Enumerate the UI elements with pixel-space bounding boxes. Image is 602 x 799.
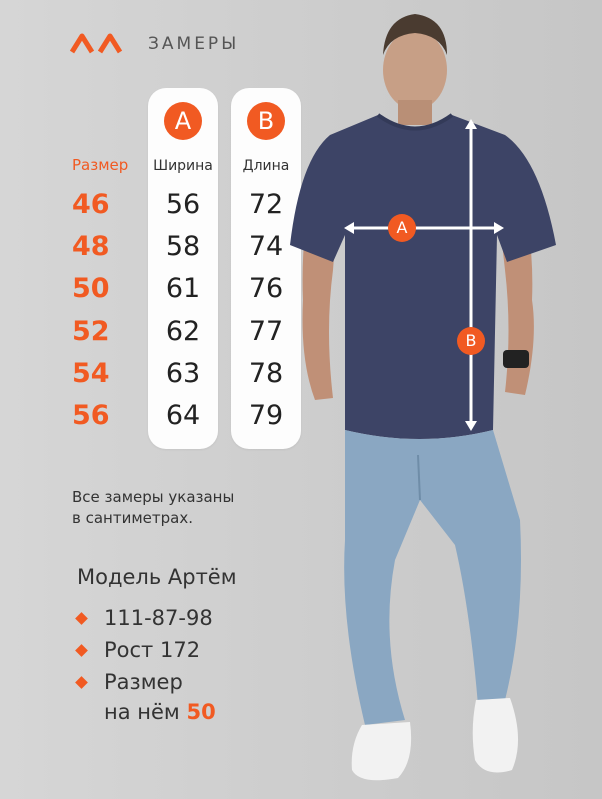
measurement-note [72, 487, 234, 529]
model-photo [290, 0, 602, 799]
diamond-bullet-icon [75, 644, 88, 657]
model-size-item [77, 667, 216, 727]
length-value: 77 [248, 315, 284, 347]
badge-a: A [164, 102, 202, 140]
size-value: 48 [72, 231, 110, 263]
model-params: 111-87-98 [104, 606, 213, 630]
width-value: 63 [165, 357, 201, 389]
marker-b: B [457, 327, 485, 355]
length-value: 76 [248, 273, 284, 305]
brand-logo-icon [70, 32, 126, 54]
page-title: ЗАМЕРЫ [148, 34, 240, 54]
model-params-item [77, 603, 213, 633]
model-height: Рост 172 [104, 638, 201, 662]
model-size-on-him: на нём [104, 700, 180, 724]
width-card [148, 88, 218, 449]
badge-b: B [247, 102, 285, 140]
width-value: 64 [165, 399, 201, 431]
width-value: 62 [165, 315, 201, 347]
note-line: Все замеры указаны [72, 488, 235, 506]
model-title: Модель Артём [77, 565, 237, 589]
width-value: 58 [165, 231, 201, 263]
model-size-label: Размер [104, 670, 183, 694]
size-value: 54 [72, 357, 110, 389]
width-value: 56 [165, 189, 201, 220]
size-value: 50 [72, 273, 110, 305]
length-value: 74 [248, 231, 284, 263]
model-size-line [104, 697, 216, 727]
width-value: 61 [165, 273, 201, 305]
length-value: 79 [248, 399, 284, 431]
length-value: 78 [248, 357, 284, 389]
size-column [72, 184, 110, 437]
width-label: Ширина [153, 158, 213, 174]
length-label: Длина [242, 158, 290, 174]
model-size-value: 50 [186, 700, 216, 724]
size-value: 46 [72, 189, 110, 220]
model-height-item [77, 635, 200, 665]
size-column-label: Размер [72, 156, 129, 174]
size-value: 56 [72, 399, 110, 431]
marker-a: A [388, 214, 416, 242]
note-line: в сантиметрах. [72, 509, 193, 527]
length-value: 72 [248, 189, 284, 220]
diamond-bullet-icon [75, 676, 88, 689]
size-value: 52 [72, 315, 110, 347]
diamond-bullet-icon [75, 612, 88, 625]
